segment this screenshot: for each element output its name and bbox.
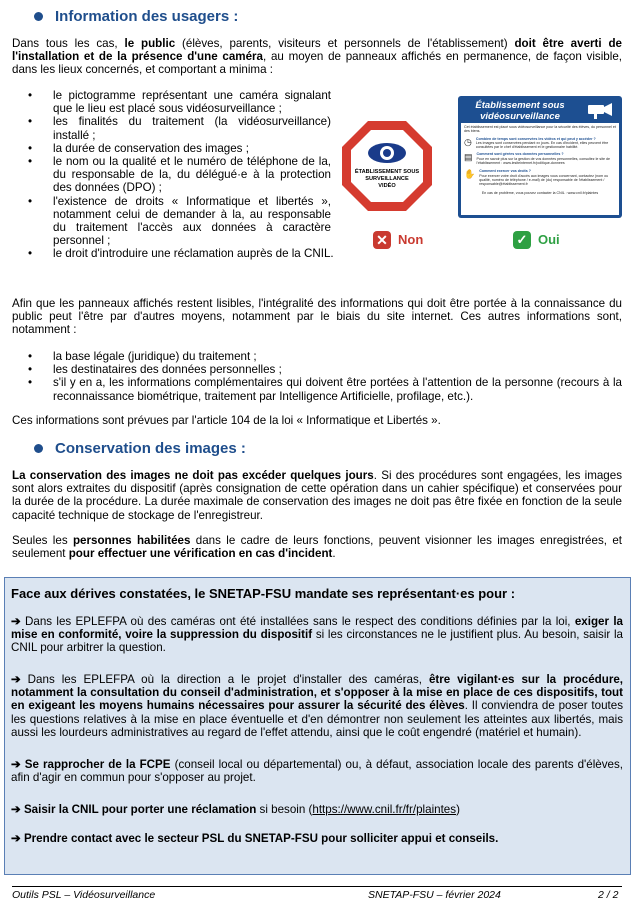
mandate-item: ➔ Dans les EPLEFPA où la direction a le projet d'installer des caméras, être vigilant·es sur la procédure, notamment la consultation du conseil d'administration, et s'opposer à la mise en place de ces dispositifs, tout en exigeant les moyens humains nécessaires pour assurer la sécurité des élèves. Il conviendra de poser toutes les questions relatives à la mise en place éventuelle et d'en démontrer non seulement les atteintes aux libertés, mais aussi les lourdeurs administratives au regard de l'effet attendu, ainsi que le coût engendré (matériel et humain). <box>11 673 624 739</box>
mandate-title: Face aux dérives constatées, le SNETAP-FSU mandate ses représentant·es pour : <box>11 586 516 601</box>
footer-rule <box>12 886 622 887</box>
list-item: • les finalités du traitement (la vidéosurveillance) installé ; <box>28 115 331 142</box>
sign-title: Établissement sous <box>475 100 565 111</box>
footer-center: SNETAP-FSU – février 2024 <box>368 889 501 901</box>
verdict-oui: ✓ Oui <box>513 231 560 249</box>
clock-icon: ◷ <box>464 136 472 147</box>
mandate-item: ➔ Saisir la CNIL pour porter une réclamation si besoin (https://www.cnil.fr/fr/plaintes) <box>11 803 460 816</box>
list-item: • le pictogramme représentant une caméra signalant que le lieu est placé sous vidéosurveillance ; <box>28 89 331 116</box>
authorized-persons-paragraph: Seules les personnes habilitées dans le cadre de leurs fonctions, peuvent visionner les images enregistrées, et seulement pour effectuer une vérification en cas d'incident. <box>12 534 622 561</box>
cross-icon: ✕ <box>373 231 391 249</box>
bullet-dot-icon <box>34 12 43 21</box>
octagon-sign-icon <box>340 119 434 213</box>
article-reference: Ces informations sont prévues par l'article 104 de la loi « Informatique et Libertés ». <box>12 414 441 427</box>
hand-icon: ✋ <box>464 169 476 180</box>
list-item: • l'existence de droits « Informatique et libertés », notamment celui de demander à la, au responsable du traitement l'accès aux données à caractère personnel ; <box>28 194 331 248</box>
sign-title: vidéosurveillance <box>480 111 560 122</box>
bad-sign-example <box>340 119 434 213</box>
sign-text: SURVEILLANCE <box>365 176 409 182</box>
section-heading-conservation: Conservation des images : <box>34 442 246 455</box>
list-item: • le droit d'introduire une réclamation auprès de la CNIL. <box>28 247 334 261</box>
list-item: • s'il y en a, les informations complémentaires qui doivent être portées à l'attention de la personne (recours à la reconnaissance biométrique, traitement par Intelligence Artificielle, profilage, etc.). <box>28 376 622 403</box>
arrow-icon: ➔ <box>11 832 21 845</box>
mandate-box <box>4 577 631 875</box>
check-icon: ✓ <box>513 231 531 249</box>
arrow-icon: ➔ <box>11 803 21 816</box>
list-item: • la durée de conservation des images ; <box>28 141 249 155</box>
list-item: • la base légale (juridique) du traitement ; <box>28 350 257 363</box>
mandate-item: ➔ Prendre contact avec le secteur PSL du SNETAP-FSU pour solliciter appui et conseils. <box>11 832 499 845</box>
camera-icon <box>586 102 614 123</box>
footer-left: Outils PSL – Vidéosurveillance <box>12 889 156 901</box>
arrow-icon: ➔ <box>11 615 21 628</box>
data-icon: ▤ <box>464 152 473 163</box>
other-info-paragraph: Afin que les panneaux affichés restent lisibles, l'intégralité des informations qui doit être portée à la connaissance du public peut l'être par d'autres moyens, notamment par le biais du site internet. Ces autres informations sont, notamment : <box>12 297 622 337</box>
required-info-list <box>28 89 334 261</box>
cnil-complaint-link[interactable]: https://www.cnil.fr/fr/plaintes <box>312 803 457 816</box>
mandate-item: ➔ Se rapprocher de la FCPE (conseil local ou départemental) ou, à défaut, association locale des parents d'élèves, afin d'agir en commun pour s'opposer au projet. <box>11 758 623 785</box>
list-item: • le nom ou la qualité et le numéro de téléphone de la, du responsable de la, du délégué·e à la protection des données (DPO) ; <box>28 155 331 195</box>
other-info-list <box>28 350 622 403</box>
sign-panel: Cet établissement est placé sous vidéosurveillance pour la sécurité des élèves, du personnel et des biens. ◷ Combien de temps sont conservées les vidéos et qui peut y accéder ? Les images sont conservées pendant xx jours. En cas d'incident, elles peuvent être consultées par le chef d'établissement et le gestionnaire habilité. ▤ Comment sont gérées vos données personnelles ? Pour en savoir plus sur la gestion de vos données personnelles, consultez le site de l'établissement : www.lesiteinternet.fr/politique-donnees ✋ Comment exercer vos droits ? Pour exercer votre droit d'accès aux images vous concernant, contactez (nom ou qualité, numéro de téléphone / e-mail) de (du) responsable de l'établissement / responsable@établissement.fr En cas de problème, vous pouvez contacter la CNIL : www.cnil.fr/plaintes <box>461 123 619 215</box>
bullet-dot-icon <box>34 444 43 453</box>
arrow-icon: ➔ <box>11 673 21 686</box>
conservation-paragraph: La conservation des images ne doit pas excéder quelques jours. Si des procédures sont engagées, les images sont alors extraites du dispositif (après consignation de cette opération dans un cahier spécifique) et conservées pour la durée de la procédure. La durée maximale de conservation des images ne doit pas être fixée en fonction de la seule capacité technique de stockage de l'enregistreur. <box>12 469 622 522</box>
page-number: 2 / 2 <box>598 889 619 901</box>
list-item: • les destinataires des données personnelles ; <box>28 363 282 377</box>
mandate-item: ➔ Dans les EPLEFPA où des caméras ont été installées sans le respect des conditions définies par la loi, exiger la mise en conformité, voire la suppression du dispositif si les circonstances ne le justifient plus. Au besoin, saisir la CNIL pour arbitrer la question. <box>11 615 624 655</box>
sign-text: VIDÉO <box>378 183 396 189</box>
arrow-icon: ➔ <box>11 758 21 771</box>
sign-text: ÉTABLISSEMENT SOUS <box>354 169 420 175</box>
good-sign-example <box>458 96 622 218</box>
verdict-non: ✕ Non <box>373 231 423 249</box>
section-heading-information: Information des usagers : <box>34 10 238 23</box>
intro-paragraph: Dans tous les cas, le public (élèves, parents, visiteurs et personnels de l'établissement) doit être averti de l'installation et de la présence d'une caméra, au moyen de panneaux affichés en permanence, de façon visible, dans les lieux concernés, et comportant a minima : <box>12 37 622 77</box>
